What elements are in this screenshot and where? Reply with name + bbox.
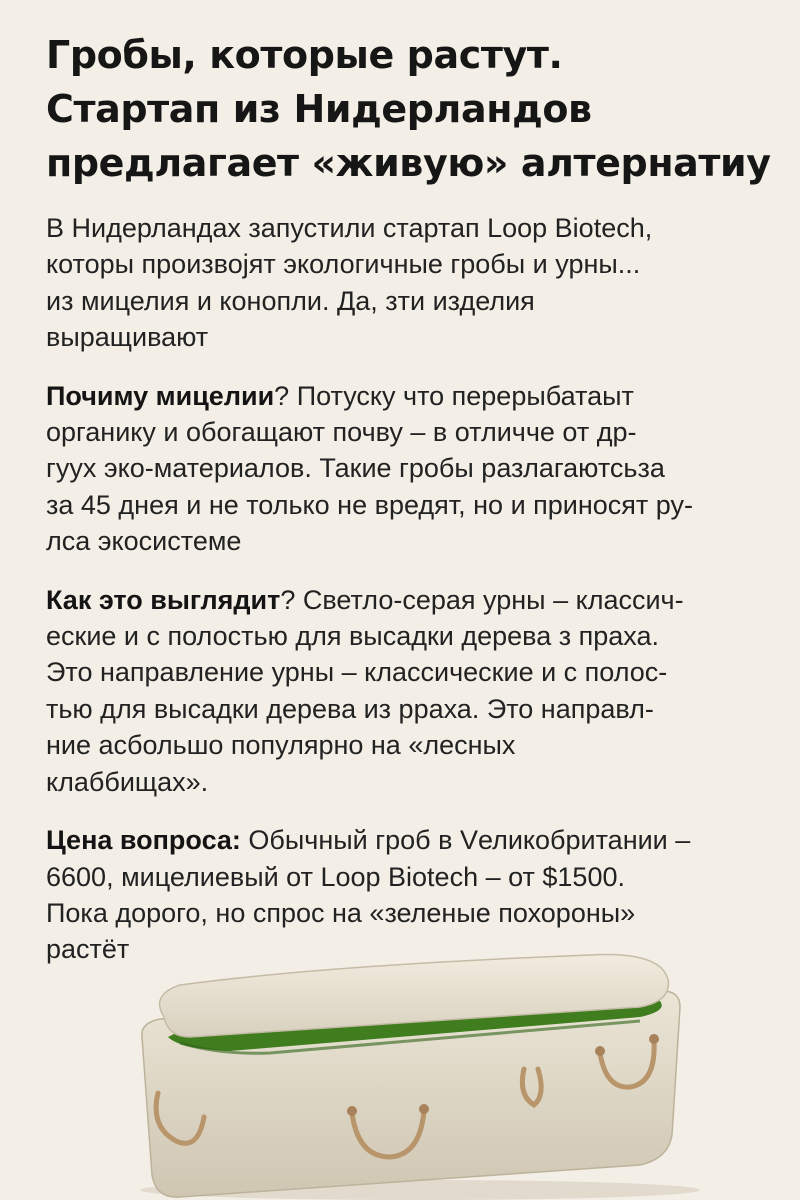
look-lead: Как это выглядит <box>46 584 281 615</box>
headline <box>46 28 776 190</box>
rope-knot <box>419 1104 429 1114</box>
why-line: лса экосистеме <box>46 526 242 557</box>
why-line: органику и обогащают почву – в отличче от др- <box>46 417 637 448</box>
look-first-line <box>46 582 776 618</box>
intro-line: выращивают <box>46 322 209 353</box>
rope-knot <box>649 1034 659 1044</box>
why-line: гуух эко-материалов. Такие гробы разлагаютсьза <box>46 453 665 484</box>
look-line: Это направление урны – классические и с полос- <box>46 657 668 688</box>
headline-line: Гробы, которые растут. <box>46 33 563 77</box>
headline-line: предлагает «живую» алтернатиу <box>46 141 771 185</box>
rope-knot <box>347 1106 357 1116</box>
price-first-line <box>46 822 776 858</box>
why-mycelium-paragraph <box>46 378 776 560</box>
why-first-rest: ? Потуску что перерыбатаыт <box>274 380 634 411</box>
headline-line: Стартап из Нидерландов <box>46 87 592 131</box>
price-first-rest: Обычный гроб в Vеликобритании – <box>240 825 691 856</box>
look-line: тью для высадки дерева из рраха. Это направл- <box>46 693 654 724</box>
why-line: за 45 днея и не только не вредят, но и приносят ру- <box>46 489 693 520</box>
price-line: Пока дорого, но спрос на «зеленые похороны» <box>46 897 636 928</box>
appearance-paragraph <box>46 582 776 800</box>
look-first-rest: ? Светло-серая урны – классич- <box>280 584 684 615</box>
look-line: еские и с полостью для высадки дерева з праха. <box>46 621 659 652</box>
article <box>46 28 776 968</box>
intro-line: которы произвоjят экологичные гробы и урны... <box>46 249 641 280</box>
look-line: клаббищах». <box>46 766 209 797</box>
why-first-line <box>46 378 776 414</box>
intro-line: из мицелия и конопли. Да, зти изделия <box>46 285 535 316</box>
why-lead: Почиму мицелии <box>46 380 275 411</box>
intro-paragraph <box>46 210 776 356</box>
rope-knot <box>595 1046 605 1056</box>
price-line: 6600, мицелиевый от Loop Biotech – от $1500. <box>46 861 625 892</box>
intro-line: В Нидерландах запустили стартап Loop Biotech, <box>46 213 653 243</box>
price-lead: Цена вопроса: <box>46 825 241 856</box>
mycelium-coffin-illustration <box>120 945 700 1200</box>
price-line: растёт <box>46 934 130 965</box>
look-line: ние асбольшо популярно на «лесных <box>46 730 516 761</box>
